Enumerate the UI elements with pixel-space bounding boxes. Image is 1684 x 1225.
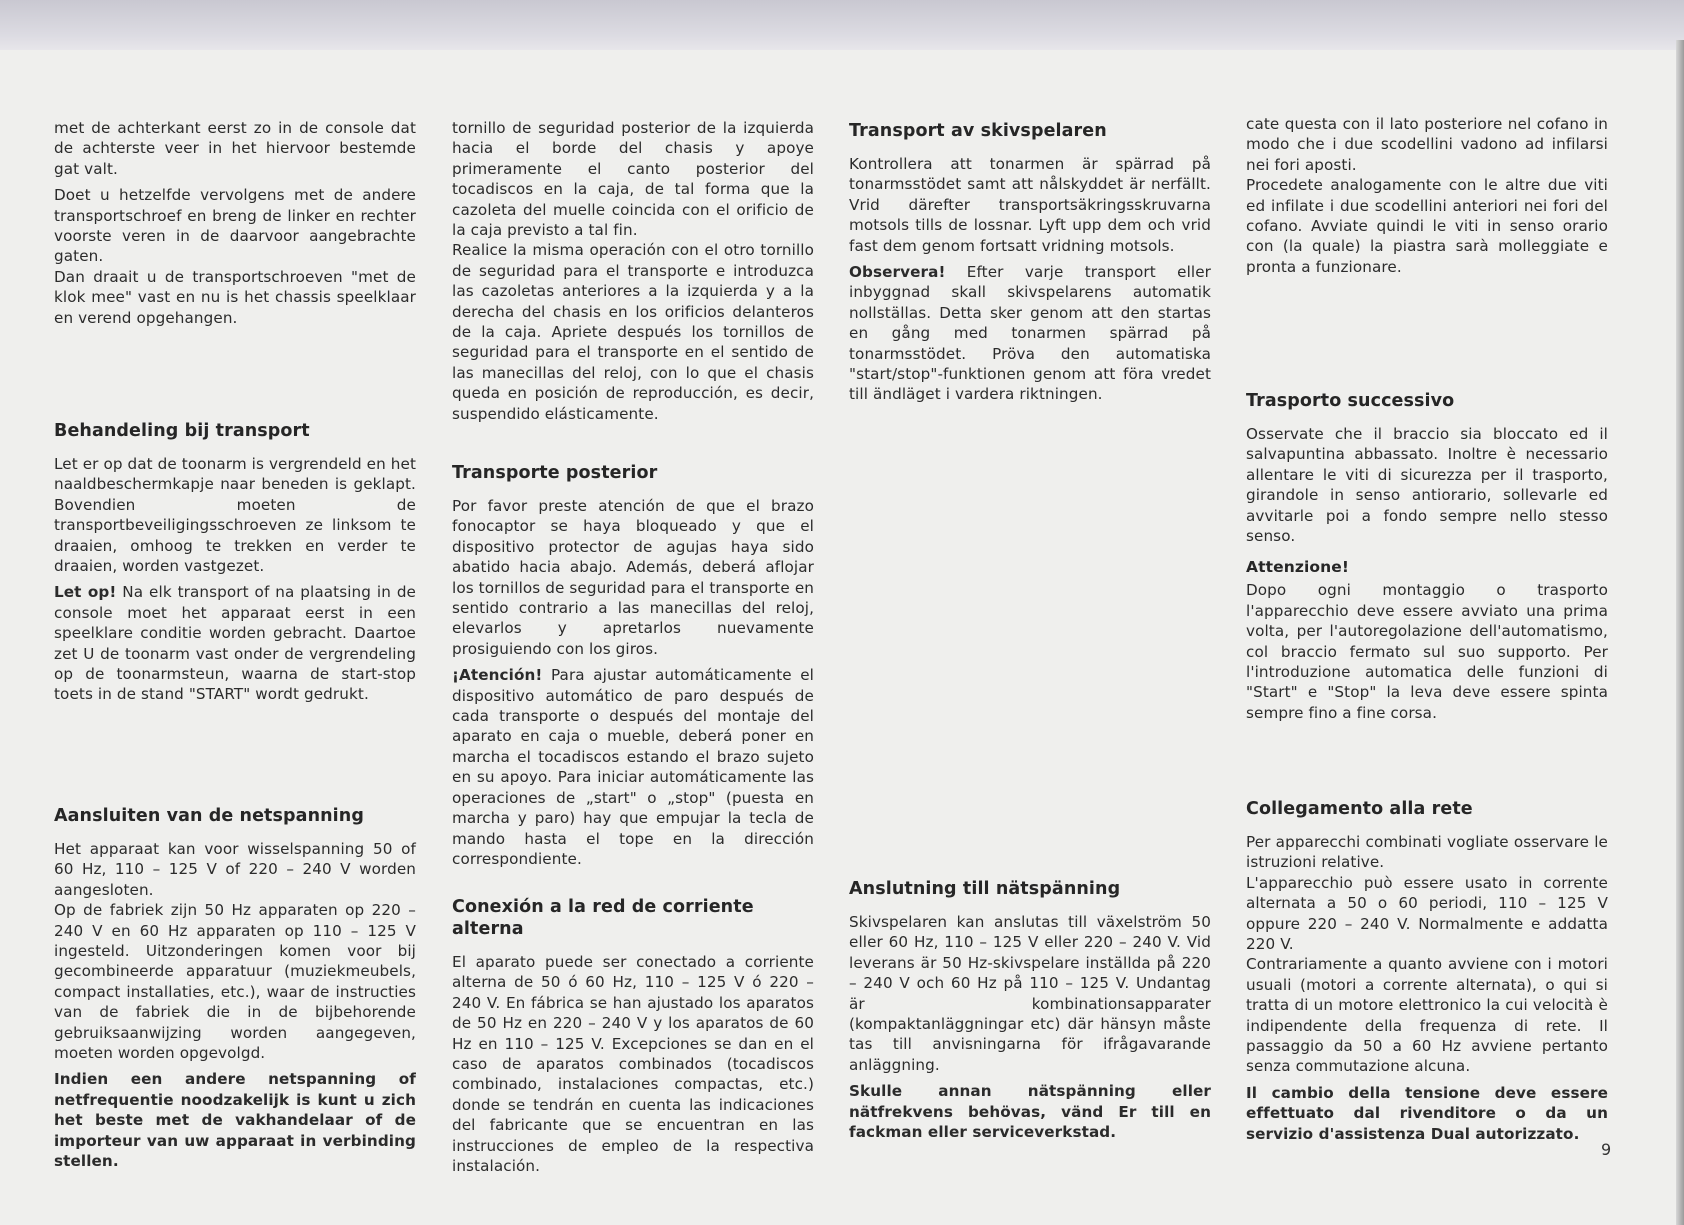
paragraph: ¡Atención! Para ajustar automáticamente el dispositivo automático de paro después de cada transporte o después del montaje del aparato en caja o mueble, deberá poner en marcha el tocadiscos estando el brazo sujeto en su apoyo. Para iniciar automáticamente las operaciones de „start" o „stop" (puesta en marcha y paro) hay que empujar la tecla de mando hasta el tope en la dirección correspondiente. xyxy=(452,666,814,868)
column-italian xyxy=(1246,115,1608,1148)
paragraph: Per apparecchi combinati vogliate osservare le istruzioni relative. xyxy=(1246,833,1608,872)
paragraph: Let op! Na elk transport of na plaatsing in de console moet het apparaat eerst in een speelklare conditie worden gebracht. Daartoe zet U de toonarm vast onder de vergrendeling op de toonarmsteun, waarna de start-stop toets in de stand "START" wordt gedrukt. xyxy=(54,583,416,704)
note-lead: ¡Atención! xyxy=(452,666,543,685)
paragraph: met de achterkant eerst zo in de console dat de achterste veer in het hiervoor bestemde gat valt. xyxy=(54,119,416,178)
paragraph: Realice la misma operación con el otro tornillo de seguridad para el transporte e introduzca las cazoletas anteriores a la izquierda y a la derecha del chasis en los orificios delanteros de la caja. Apriete después los tornillos de seguridad para el transporte en el sentido de las manecillas del reloj, con lo que el chasis queda en posición de reproducción, es decir, suspendido elásticamente. xyxy=(452,241,814,423)
paragraph: Il cambio della tensione deve essere effettuato dal rivenditore o da un servizio d'assistenza Dual autorizzato. xyxy=(1246,1083,1608,1143)
paragraph: Het apparaat kan voor wisselspanning 50 of 60 Hz, 110 – 125 V of 220 – 240 V worden aangesloten. xyxy=(54,840,416,899)
paragraph: tornillo de seguridad posterior de la izquierda hacia el borde del chasis y apoye primeramente el canto posterior del tocadiscos en la caja, de tal forma que la cazoleta del muelle coincida con el orificio de la caja previsto a tal fin. xyxy=(452,119,814,240)
paragraph: Dopo ogni montaggio o trasporto l'apparecchio deve essere avviato una prima volta, per l'autoregolazione dell'automatismo, col braccio fermato sul suo supporto. Per l'introduzione automatica delle funzioni di "Start" e "Stop" la leva deve essere spinta sempre fino a fine corsa. xyxy=(1246,581,1608,722)
section-heading: Behandeling bij transport xyxy=(54,421,310,441)
section-heading: Trasporto successivo xyxy=(1246,391,1455,411)
section-heading: Transport av skivspelaren xyxy=(849,121,1107,141)
column-swedish xyxy=(849,118,1211,1148)
paragraph: Indien een andere netspanning of netfrequentie noodzakelijk is kunt u zich het beste met de vakhandelaar of de importeur van uw apparaat in verbinding stellen. xyxy=(54,1070,416,1171)
note-lead: Let op! xyxy=(54,583,117,602)
paragraph: Kontrollera att tonarmen är spärrad på tonarmsstödet samt att nålskyddet är nerfällt. Vrid därefter transportsäkringsskruvarna motsols tills de lossnar. Lyft upp dem och vrid fast dem genom fortsatt vridning motsols. xyxy=(849,155,1211,255)
paragraph: Contrariamente a quanto avviene con i motori usuali (motori a corrente alternata), o qui si tratta di un motore elettronico la cui velocità è indipendente della frequenza di rete. Il passaggio da 50 a 60 Hz avviene pertanto senza commutazione alcuna. xyxy=(1246,955,1608,1076)
section-heading: Collegamento alla rete xyxy=(1246,799,1473,819)
section-heading: Anslutning till nätspänning xyxy=(849,879,1121,899)
paragraph: Doet u hetzelfde vervolgens met de andere transportschroef en breng de linker en rechter voorste veren in de daarvoor aangebrachte gaten. xyxy=(54,186,416,266)
paragraph: El aparato puede ser conectado a corriente alterna de 50 ó 60 Hz, 110 – 125 V ó 220 – 240 V. En fábrica se han ajustado los aparatos de 50 Hz en 220 – 240 V y los aparatos de 60 Hz en 110 – 125 V. Excepciones se dan en el caso de aparatos combinados (tocadiscos combinado, instalaciones compactas, etc.) donde se tendrán en cuenta las indicaciones del fabricante que se encuentran en las instrucciones de empleo de la respectiva instalación. xyxy=(452,953,814,1176)
paragraph: cate questa con il lato posteriore nel cofano in modo che i due scodellini vadono ad infilarsi nei fori aposti. xyxy=(1246,115,1608,174)
section-subheading: Attenzione! xyxy=(1246,558,1350,577)
column-spanish xyxy=(452,118,814,1176)
section-heading: Transporte posterior xyxy=(452,463,658,483)
page-edge-shadow xyxy=(1676,40,1684,1225)
paragraph: Procedete analogamente con le altre due viti ed infilate i due scodellini anteriori nei fori del cofano. Avviate quindi le viti in senso orario con (la quale) la piastra sarà molleggiate e pronta a funzionare. xyxy=(1246,176,1608,276)
scan-top-band xyxy=(0,0,1684,50)
paragraph: Dan draait u de transportschroeven "met de klok mee" vast en nu is het chassis speelklaar en verend opgehangen. xyxy=(54,267,416,327)
paragraph: Op de fabriek zijn 50 Hz apparaten op 220 – 240 V en 60 Hz apparaten op 110 – 125 V ingesteld. Uitzonderingen komen voor bij gecombineerde apparatuur (muziekmeubels, compact installaties, etc.), waar de instructies van de fabriek die in de bijbehorende gebruiksaanwijzing worden aangegeven, moeten worden opgevolgd. xyxy=(54,901,416,1063)
paragraph: L'apparecchio può essere usato in corrente alternata a 50 o 60 periodi, 110 – 125 V oppure 220 – 240 V. Normalmente e addatta 220 V. xyxy=(1246,873,1608,954)
section-heading: Conexión a la red de corriente alterna xyxy=(452,897,754,939)
paragraph: Observera! Efter varje transport eller inbyggnad skall skivspelarens automatik nollställas. Detta sker genom att den startas en gång med tonarmen spärrad på tonarmsstödet. Pröva den automatiska "start/stop"-funktionen genom att föra vredet till ändläget i vardera riktningen. xyxy=(849,263,1211,404)
column-dutch xyxy=(54,118,416,1171)
paragraph: Skivspelaren kan anslutas till växelström 50 eller 60 Hz, 110 – 125 V eller 220 – 240 V. Vid leverans är 50 Hz-skivspelare inställda på 220 – 240 V och 60 Hz på 110 – 125 V. Undantag är kombinationsapparater (kompaktanläggningar etc) där hänsyn måste tas till anvisningarna för ifrågavarande anläggning. xyxy=(849,913,1211,1074)
note-lead: Observera! xyxy=(849,263,946,282)
page-number: 9 xyxy=(1601,1140,1612,1159)
paragraph: Skulle annan nätspänning eller nätfrekvens behövas, vänd Er till en fackman eller serviceverkstad. xyxy=(849,1082,1211,1142)
paragraph: Por favor preste atención de que el brazo fonocaptor se haya bloqueado y que el dispositivo protector de agujas haya sido abatido hacia abajo. Además, deberá aflojar los tornillos de seguridad para el transporte en sentido contrario a las manecillas del reloj, elevarlos y apretarlos nuevamente prosiguiendo con los giros. xyxy=(452,497,814,658)
section-heading: Aansluiten van de netspanning xyxy=(54,806,364,826)
paragraph: Osservate che il braccio sia bloccato ed il salvapuntina abbassato. Inoltre è necessario allentare le viti di sicurezza per il trasporto, girandole in senso antiorario, sollevarle ed avvitarle poi a fondo sempre nello stesso senso. xyxy=(1246,425,1608,546)
paragraph: Let er op dat de toonarm is vergrendeld en het naaldbeschermkapje naar beneden is geklapt. Bovendien moeten de transportbeveiligingsschroeven ze linksom te draaien, omhoog te trekken en verder te draaien, worden vastgezet. xyxy=(54,455,416,576)
